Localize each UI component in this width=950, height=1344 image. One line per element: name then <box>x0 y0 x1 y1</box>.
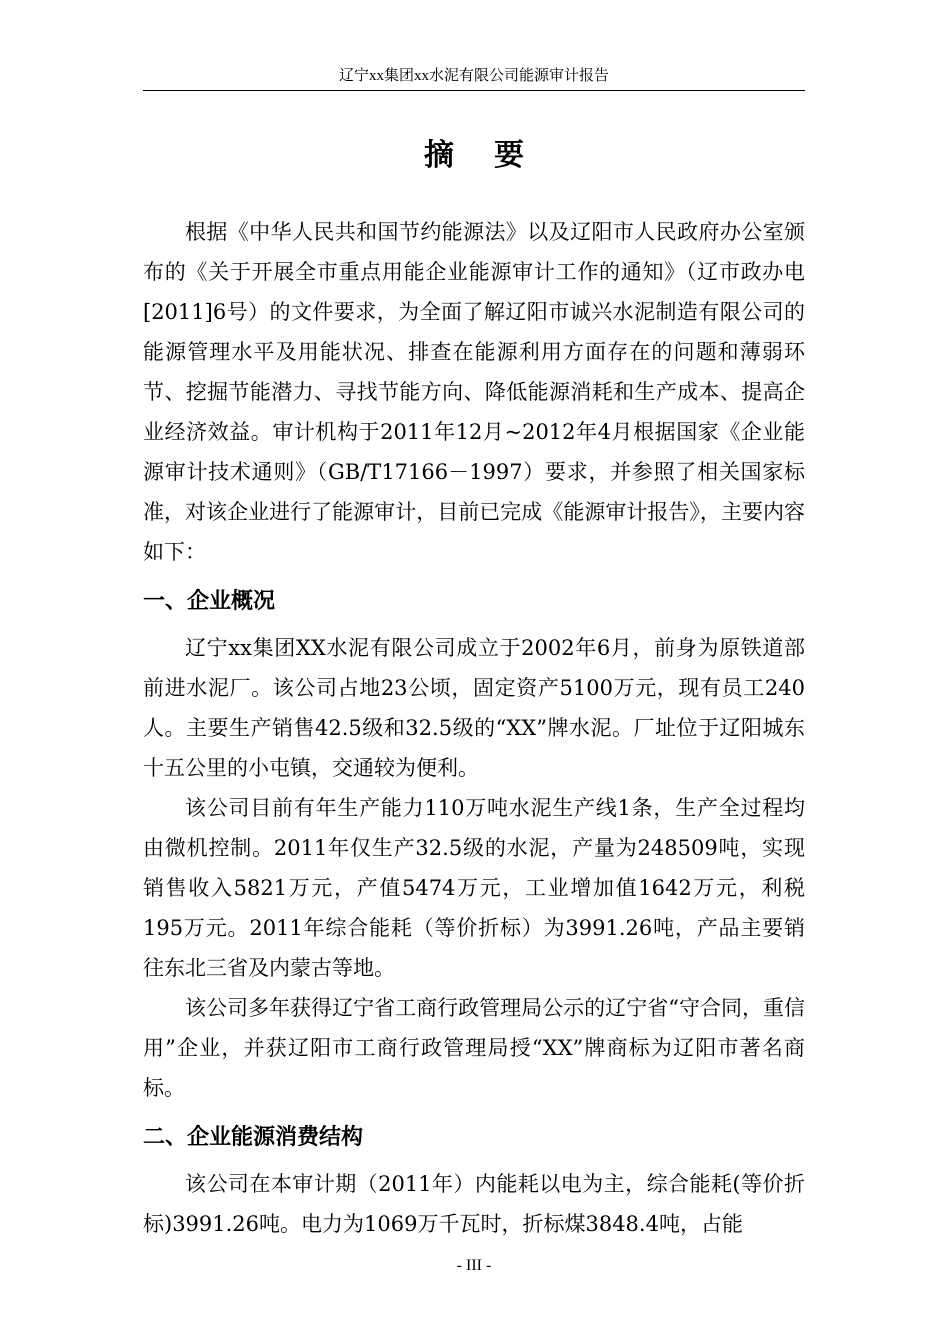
section-heading-energy-structure: 二、企业能源消费结构 <box>143 1125 364 1150</box>
title-char-2: 要 <box>494 138 524 173</box>
page-number: - III - <box>456 1257 492 1274</box>
header-rule <box>143 90 805 91</box>
overview-paragraph-1: 辽宁xx集团XX水泥有限公司成立于2002年6月，前身为原铁道部前进水泥厂。该公司占地23公顷，固定资产5100万元，现有员工240人。主要生产销售42.5级和32.5级的“XX”牌水泥。厂址位于辽阳城东十五公里的小屯镇，交通较为便利。 <box>143 636 805 780</box>
document-body <box>143 212 805 1244</box>
page-title <box>143 136 805 176</box>
running-header: 辽宁xx集团xx水泥有限公司能源审计报告 <box>338 68 609 84</box>
intro-paragraph: 根据《中华人民共和国节约能源法》以及辽阳市人民政府办公室颁布的《关于开展全市重点用能企业能源审计工作的通知》（辽市政办电[2011]6号）的文件要求，为全面了解辽阳市诚兴水泥制造有限公司的能源管理水平及用能状况、排查在能源利用方面存在的问题和薄弱环节、挖掘节能潜力、寻找节能方向、降低能源消耗和生产成本、提高企业经济效益。审计机构于2011年12月~2012年4月根据国家《企业能源审计技术通则》（GB/T17166－1997）要求，并参照了相关国家标准，对该企业进行了能源审计，目前已完成《能源审计报告》，主要内容如下： <box>143 220 805 564</box>
overview-paragraph-3: 该公司多年获得辽宁省工商行政管理局公示的辽宁省“守合同，重信用”企业，并获辽阳市工商行政管理局授“XX”牌商标为辽阳市著名商标。 <box>143 996 805 1100</box>
title-char-1: 摘 <box>424 138 454 173</box>
overview-paragraph-2: 该公司目前有年生产能力110万吨水泥生产线1条，生产全过程均由微机控制。2011年仅生产32.5级的水泥，产量为248509吨，实现销售收入5821万元，产值5474万元，工业增加值1642万元，利税195万元。2011年综合能耗（等价折标）为3991.26吨，产品主要销往东北三省及内蒙古等地。 <box>143 796 805 980</box>
section-heading-overview: 一、企业概况 <box>143 589 276 614</box>
energy-structure-paragraph-1: 该公司在本审计期（2011年）内能耗以电为主，综合能耗(等价折标)3991.26吨。电力为1069万千瓦时，折标煤3848.4吨，占能 <box>143 1172 805 1236</box>
